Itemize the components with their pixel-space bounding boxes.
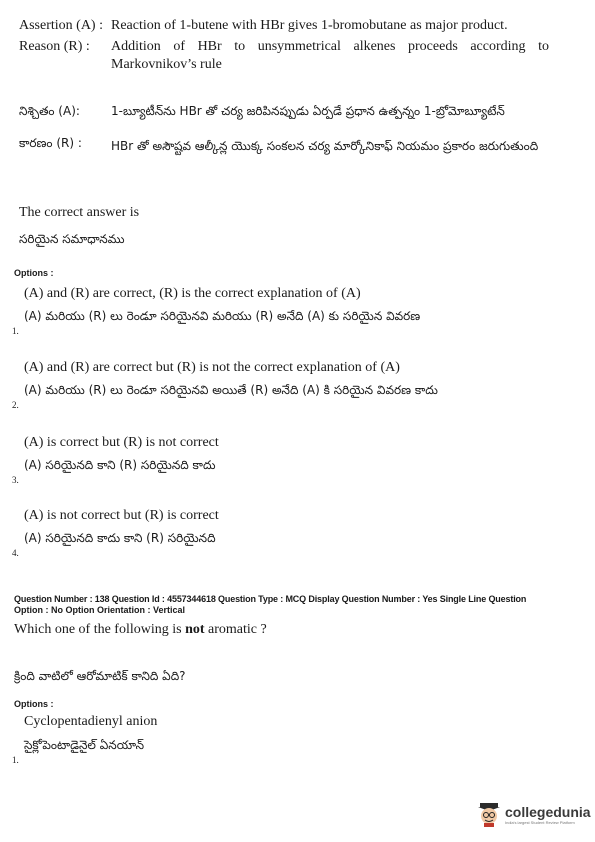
question-text-part: Which one of the following is [14,622,186,637]
question-text-te: క్రింది వాటిలో ఆరోమాటిక్ కానిది ఏది? [14,669,186,683]
option-4[interactable] [12,505,572,561]
correct-answer-heading-te: సరియైన సమాధానము [19,232,125,246]
option-en: Cyclopentadienyl anion [24,714,158,729]
reason-text: Addition of HBr to unsymmetrical alkenes proceeds according to Markovnikov’s rule [111,39,549,72]
collegedunia-logo [476,803,591,827]
option-te: (A) మరియు (R) లు రెండూ సరియైనవి అయితే (R) అనేది (A) కి సరియైన వివరణ కాదు [24,383,438,397]
correct-answer-heading: The correct answer is [19,205,140,220]
option-number: 3. [12,475,19,485]
mascot-icon [476,803,502,827]
question-text-part: aromatic ? [204,622,267,637]
option-1[interactable] [12,283,572,339]
option-1[interactable] [12,712,572,768]
assertion-te-text: 1-బ్యూటీన్‌ను HBr తో చర్య జరిపినప్పుడు ఏర్పడే ప్రధాన ఉత్పన్నం 1-బ్రోమోబ్యూటేన్ [111,104,505,118]
option-te: (A) సరియైనది కాని (R) సరియైనది కాదు [24,458,216,472]
reason-te-label: కారణం (R) : [19,136,82,150]
option-number: 1. [12,326,19,336]
option-3[interactable] [12,432,572,488]
reason-te-text: HBr తో అసౌష్టవ ఆల్కీన్ల యొక్క సంకలన చర్య మార్కోనికాఫ్ నియమం ప్రకారం జరుగుతుంది [111,139,539,153]
reason-label: Reason (R) : [19,39,90,54]
question-text [14,621,267,639]
question-text-emphasis: not [185,622,205,637]
assertion-te-label: నిశ్చితం (A): [19,104,80,118]
option-number: 4. [12,548,19,558]
logo-tagline: India's largest Student Review Platform [505,820,575,825]
option-2[interactable] [12,357,572,413]
option-en: (A) is not correct but (R) is correct [24,508,219,523]
question-meta-line2: Option : No Option Orientation : Vertical [14,605,185,615]
option-number: 2. [12,400,19,410]
option-en: (A) and (R) are correct but (R) is not the correct explanation of (A) [24,360,400,375]
option-number: 1. [12,755,19,765]
options-label: Options : [14,699,54,709]
logo-name: collegedunia [505,804,591,820]
options-label: Options : [14,268,54,278]
question-meta-line1: Question Number : 138 Question Id : 4557344618 Question Type : MCQ Display Question Number : Yes Single Line Question [14,594,527,604]
option-te: (A) సరియైనది కాదు కాని (R) సరియైనది [24,531,216,545]
option-en: (A) and (R) are correct, (R) is the correct explanation of (A) [24,286,361,301]
assertion-text: Reaction of 1-butene with HBr gives 1-bromobutane as major product. [111,18,508,33]
assertion-label: Assertion (A) : [19,18,103,33]
option-te: సైక్లోపెంటాడైనైల్ ఏనయాన్ [24,738,144,752]
option-en: (A) is correct but (R) is not correct [24,435,219,450]
option-te: (A) మరియు (R) లు రెండూ సరియైనవి మరియు (R) అనేది (A) కు సరియైన వివరణ [24,309,421,323]
